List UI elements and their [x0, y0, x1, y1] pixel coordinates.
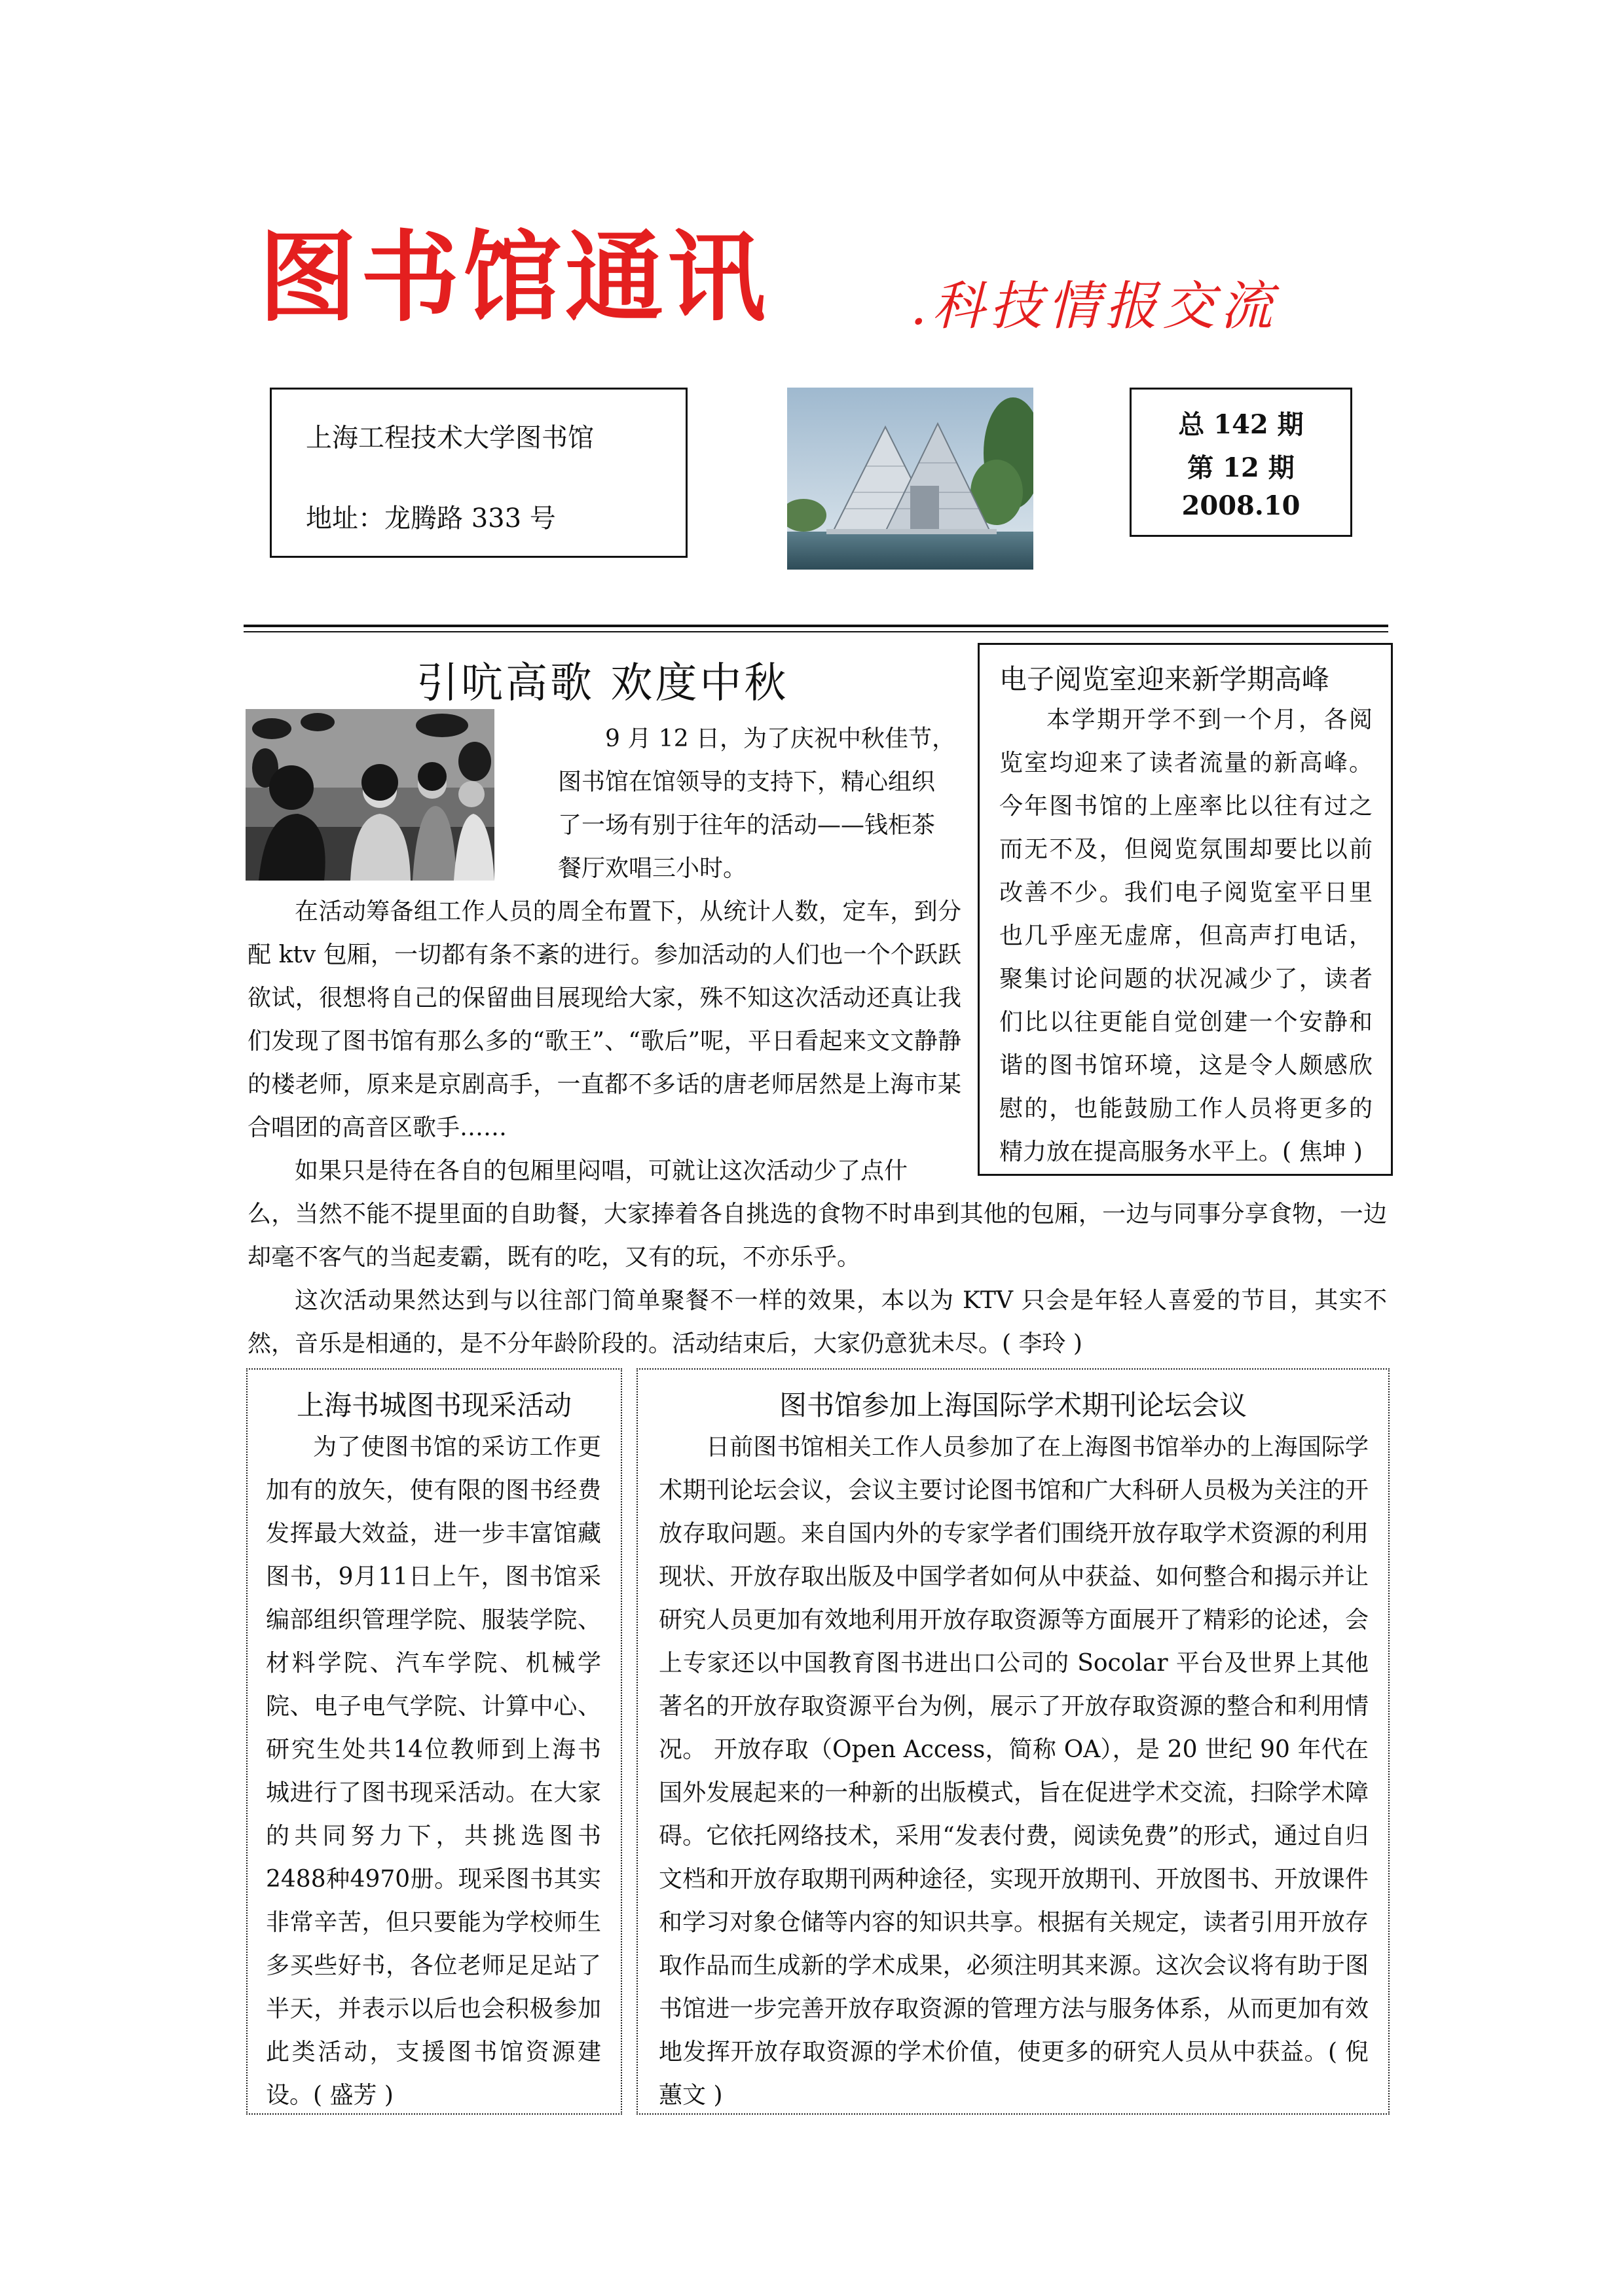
library-building-photo: [787, 388, 1033, 570]
main-article-intro: [558, 718, 961, 890]
right-article-title: 图书馆参加上海国际学术期刊论坛会议: [779, 1389, 1247, 1421]
main-article-paragraph-1: 在活动筹备组工作人员的周全布置下，从统计人数，定车，到分配 ktv 包厢，一切都有条不紊的进行。参加活动的人们也一个个跃跃欲试，很想将自己的保留曲目展现给大家，殊不知这次活动还真让我们发现了图书馆有那么多的“歌王”、“歌后”呢，平日看起来文文静静的楼老师，原来是京剧高手，一直都不多话的唐老师居然是上海市某合唱团的高音区歌手……: [248, 898, 961, 1141]
masthead-subtitle: .科技情报交流: [910, 276, 1278, 337]
side-article-body: 本学期开学不到一个月，各阅览室均迎来了读者流量的新高峰。今年图书馆的上座率比以往有过之而无不及，但阅览氛围却要比以前改善不少。我们电子阅览室平日里也几乎座无虚席，但高声打电话，聚集讨论问题的状况减少了，读者们比以往更能自觉创建一个安静和谐的图书馆环境，这是令人颇感欣慰的，也能鼓励工作人员将更多的精力放在提高服务水平上。( 焦坤 ): [999, 706, 1373, 1165]
side-article-box: [978, 643, 1393, 1176]
intro-line-1: 9 月 12 日，为了庆祝中秋佳节，: [605, 725, 956, 752]
intro-line-2: 图书馆在馆领导的支持下，精心组织: [558, 769, 936, 795]
masthead-title: 图书馆通讯: [259, 221, 770, 335]
library-name: 上海工程技术大学图书馆: [306, 423, 594, 453]
main-article-paragraph-2-first-line: 如果只是待在各自的包厢里闷唱，可就让这次活动少了点什: [295, 1157, 908, 1184]
main-article-title: 引吭高歌 欢度中秋: [416, 659, 789, 708]
intro-line-4: 餐厅欢唱三小时。: [558, 855, 747, 882]
main-article-paragraph-2: 么，当然不能不提里面的自助餐，大家捧着各自挑选的食物不时串到其他的包厢，一边与同事分享食物，一边却毫不客气的当起麦霸，既有的吃，又有的玩，不亦乐乎。: [248, 1201, 1387, 1271]
ktv-event-photo: [246, 709, 494, 881]
left-article-box: [246, 1368, 622, 2115]
main-article-paragraph-3: 这次活动果然达到与以往部门简单聚餐不一样的效果，本以为 KTV 只会是年轻人喜爱的节目，其实不然，音乐是相通的，是不分年龄阶段的。活动结束后，大家仍意犹未尽。( 李玲 ): [248, 1287, 1387, 1357]
library-info-box: [270, 388, 688, 558]
library-address: 地址：龙腾路 333 号: [306, 503, 556, 534]
left-article-title: 上海书城图书现采活动: [296, 1389, 572, 1421]
right-article-body: 日前图书馆相关工作人员参加了在上海图书馆举办的上海国际学术期刊论坛会议，会议主要讨论图书馆和广大科研人员极为关注的开放存取问题。来自国内外的专家学者们围绕开放存取学术资源的利用现状、开放存取出版及中国学者如何从中获益、如何整合和揭示并让研究人员更加有效地利用开放存取资源等方面展开了精彩的论述，会上专家还以中国教育图书进出口公司的 Socolar 平台及世界上其他著名的开放存取资源平台为例，展示了开放存取资源的整合和利用情况。 开放存取（Open Access，简称 OA），是 20 世纪 90 年代在国外发展起来的一种新的出版模式，旨在促进学术交流，扫除学术障碍。它依托网络技术，采用“发表付费，阅读免费”的形式，通过自归文档和开放存取期刊两种途径，实现开放期刊、开放图书、开放课件和学习对象仓储等内容的知识共享。根据有关规定，读者引用开放存取作品而生成新的学术成果，必须注明其来源。这次会议将有助于图书馆进一步完善开放存取资源的管理方法与服务体系，从而更加有效地发挥开放存取资源的学术价值，使更多的研究人员从中获益。( 倪蕙文 ): [659, 1434, 1369, 2109]
issue-date: 2008.10: [1181, 490, 1301, 521]
right-article-box: [637, 1368, 1390, 2115]
issue-number: 第 12 期: [1187, 452, 1295, 483]
divider-rule-top: [244, 625, 1388, 627]
divider-rule-bottom: [244, 631, 1388, 632]
intro-line-3: 了一场有别于往年的活动——钱柜茶: [558, 812, 936, 839]
issue-total: 总 142 期: [1178, 409, 1304, 440]
side-article-title: 电子阅览室迎来新学期高峰: [999, 663, 1330, 695]
left-article-body: 为了使图书馆的采访工作更加有的放矢，使有限的图书经费发挥最大效益，进一步丰富馆藏图书，9月11日上午，图书馆采编部组织管理学院、服装学院、材料学院、汽车学院、机械学院、电子电气学院、计算中心、研究生处共14位教师到上海书城进行了图书现采活动。在大家的共同努力下，共挑选图书2488种4970册。现采图书其实非常辛苦，但只要能为学校师生多买些好书，各位老师足足站了半天，并表示以后也会积极参加此类活动，支援图书馆资源建设。( 盛芳 ): [266, 1434, 601, 2109]
issue-info-box: [1130, 388, 1352, 537]
